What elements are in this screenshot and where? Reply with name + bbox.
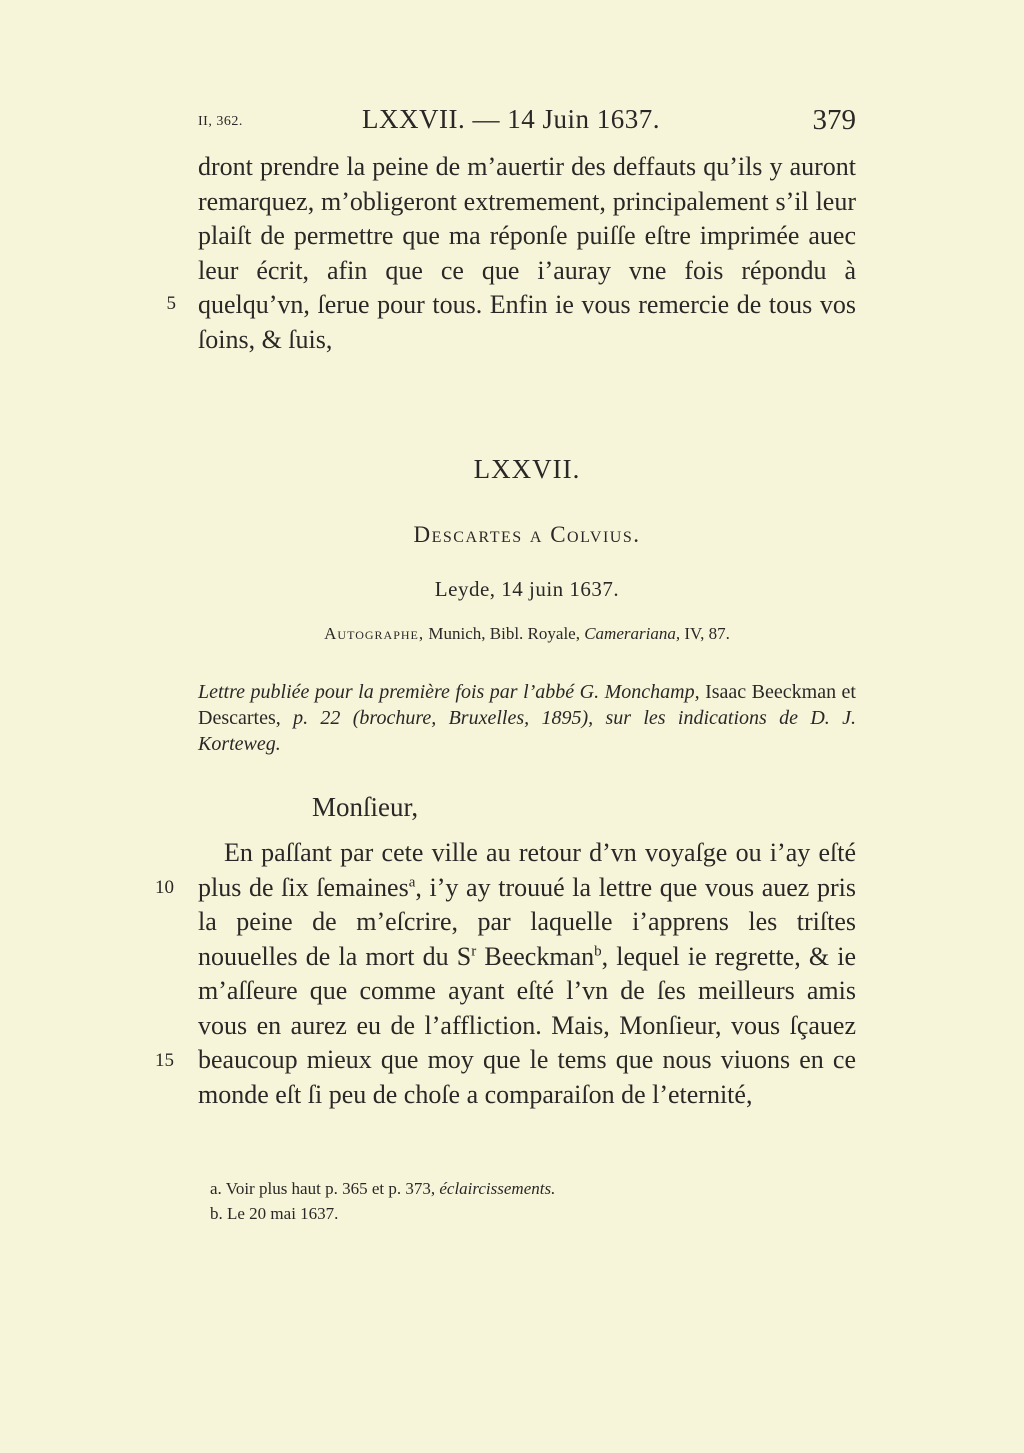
- note-part: Lettre publiée pour la première fois par l’abbé G. Monchamp,: [198, 681, 700, 703]
- footnote-text: Le 20 mai 1637.: [227, 1204, 339, 1223]
- line-number: 5: [166, 293, 176, 314]
- salutation: Monſieur,: [312, 792, 419, 822]
- editorial-note: [198, 679, 856, 757]
- letter-body: [198, 836, 856, 1112]
- note-part: Isaac Beeckman et Descartes,: [198, 681, 856, 729]
- letter-text: , i’y ay trouué la lettre que vous auez pris la peine de m’eſcrire, par laquelle i’apprens les triſtes nouuelles de la mort du S: [198, 872, 856, 971]
- letter-text: En paſſant par cete ville au retour d’vn voyaſge ou i’ay eſté plus de ſix ſemaines: [198, 838, 856, 902]
- line-number: 10: [155, 877, 174, 898]
- source-label: Autographe,: [324, 624, 425, 643]
- footnote-italic: éclaircissements.: [439, 1179, 556, 1198]
- note-part: sur les indications de D. J. Korteweg.: [198, 707, 857, 755]
- letter-text: Beeckman: [476, 941, 595, 971]
- footnote-text: Voir plus haut p. 365 et p. 373,: [225, 1179, 436, 1198]
- letter-title: Descartes a Colvius.: [413, 522, 641, 547]
- continued-paragraph: [198, 150, 856, 357]
- footnote-label: a.: [210, 1179, 222, 1198]
- source-collection: Camerariana,: [584, 624, 681, 643]
- footnote-marker: a: [408, 873, 416, 890]
- letter-number: LXXVII.: [473, 454, 581, 484]
- note-part: p. 22 (brochure, Bruxelles, 1895),: [293, 707, 594, 729]
- letter-place-date: Leyde, 14 juin 1637.: [434, 577, 620, 601]
- paragraph-text: dront prendre la peine de m’auertir des deffauts qu’ils y auront remarquez, m’obligeront extremement, principalement s’il leur plaiſt de permettre que ma réponſe puiſſe eſtre imprimée auec leur écrit, afin que ce que i’auray vne fois répondu à quelqu’vn, ſerue pour tous. Enfin ie vous remercie de tous vos ſoins, & ſuis,: [198, 152, 856, 354]
- page-number: 379: [812, 104, 856, 136]
- line-number: 15: [155, 1050, 174, 1071]
- volume-reference: II, 362.: [198, 114, 243, 129]
- footnote-a: [210, 1176, 830, 1201]
- footnote-marker: b: [594, 942, 602, 959]
- source-ref: IV, 87.: [684, 624, 730, 643]
- source-text: Munich, Bibl. Royale,: [428, 624, 580, 643]
- footnotes: [210, 1176, 830, 1226]
- footnote-label: b.: [210, 1204, 223, 1223]
- letter-paragraph: [198, 836, 856, 1112]
- running-header: [198, 104, 856, 144]
- superscript: r: [471, 942, 477, 959]
- running-title: LXXVII. — 14 Juin 1637.: [362, 104, 660, 134]
- source-line: [198, 624, 856, 644]
- letter-text: , lequel ie regrette, & ie m’aſſeure que comme ayant eſté l’vn de ſes meilleurs amis vous en aurez eu de l’affliction. Mais, Monſieur, vous ſçauez beaucoup mieux que moy que le tems que nous viuons en ce monde eſt ſi peu de choſe a comparaiſon de l’eternité,: [198, 941, 856, 1109]
- footnote-b: [210, 1201, 830, 1226]
